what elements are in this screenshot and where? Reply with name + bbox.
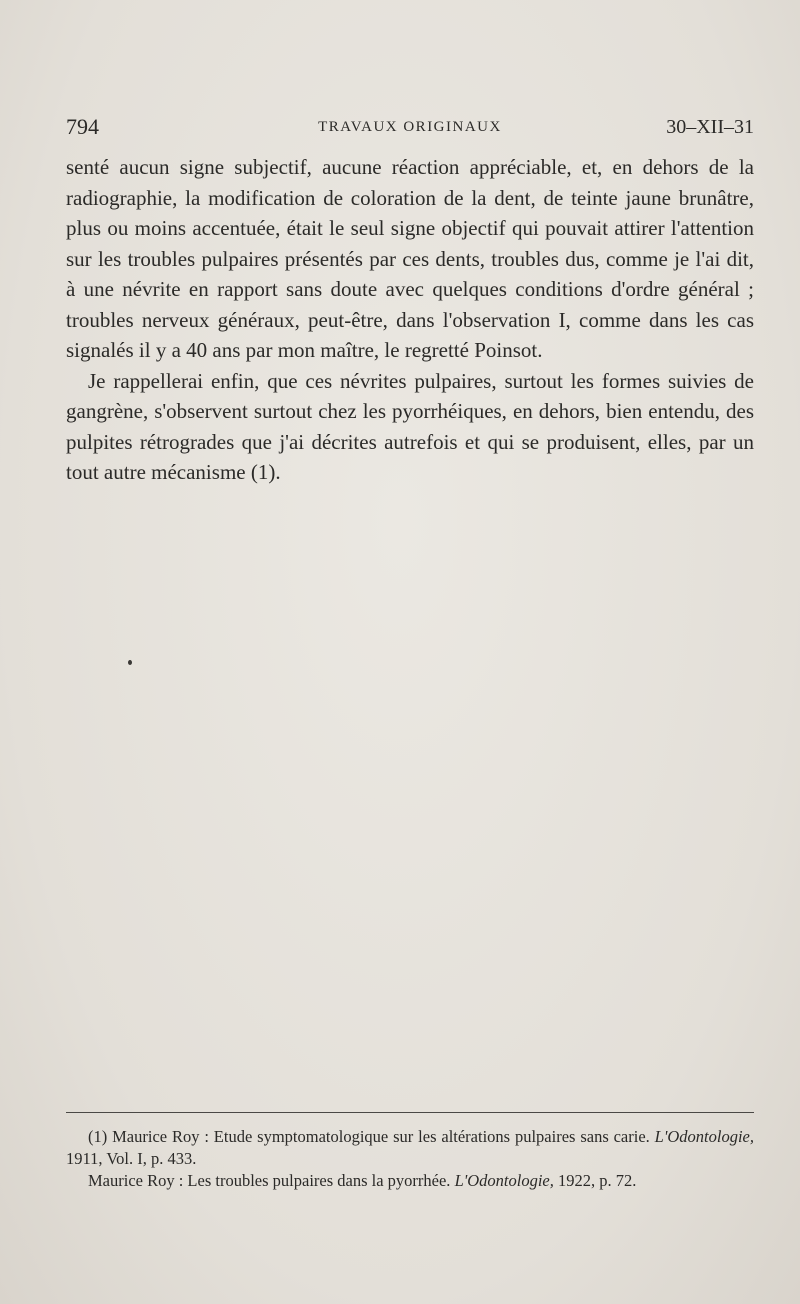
- footnote: [66, 1170, 754, 1192]
- journal-title: L'Odontologie,: [454, 1171, 554, 1190]
- paragraph: Je rappellerai enfin, que ces névrites pulpaires, surtout les formes suivies de gangrène, s'observent surtout chez les pyorrhéiques, en dehors, bien entendu, des pulpites rétrogrades que j'ai décrites autrefois et qui se produisent, elles, par un tout autre mécanisme (1).: [66, 368, 754, 484]
- journal-title: L'Odontologie,: [654, 1127, 754, 1146]
- footnote-marker: (1): [88, 1127, 108, 1146]
- footnote-citation: 1911, Vol. I, p. 433.: [66, 1149, 197, 1168]
- footnote-text: Maurice Roy : Etude symptomatologique sur les altérations pulpaires sans carie.: [112, 1127, 650, 1146]
- footnote-text: Maurice Roy : Les troubles pulpaires dans la pyorrhée.: [88, 1171, 451, 1190]
- page-number: 794: [66, 114, 99, 139]
- running-head: [66, 112, 754, 142]
- footnotes: [66, 1126, 754, 1192]
- footnote: [66, 1126, 754, 1170]
- paragraph: senté aucun signe subjectif, aucune réaction appréciable, et, en dehors de la radiographie, la modification de coloration de la dent, de teinte jaune brunâtre, plus ou moins accentuée, était le seul signe objectif qui pouvait attirer l'attention sur les troubles pulpaires présentés par ces dents, troubles dus, comme je l'ai dit, à une névrite en rapport sans doute avec quelques conditions d'ordre général ; troubles nerveux généraux, peut-être, dans l'observation I, comme dans les cas signalés il y a 40 ans par mon maître, le regretté Poinsot.: [66, 155, 754, 362]
- body-text: [66, 152, 754, 488]
- footnote-divider: [66, 1112, 754, 1113]
- section-title: TRAVAUX ORIGINAUX: [318, 119, 502, 135]
- footnote-citation: 1922, p. 72.: [558, 1171, 637, 1190]
- ink-speck: [128, 660, 132, 665]
- issue-date: 30–XII–31: [666, 116, 754, 138]
